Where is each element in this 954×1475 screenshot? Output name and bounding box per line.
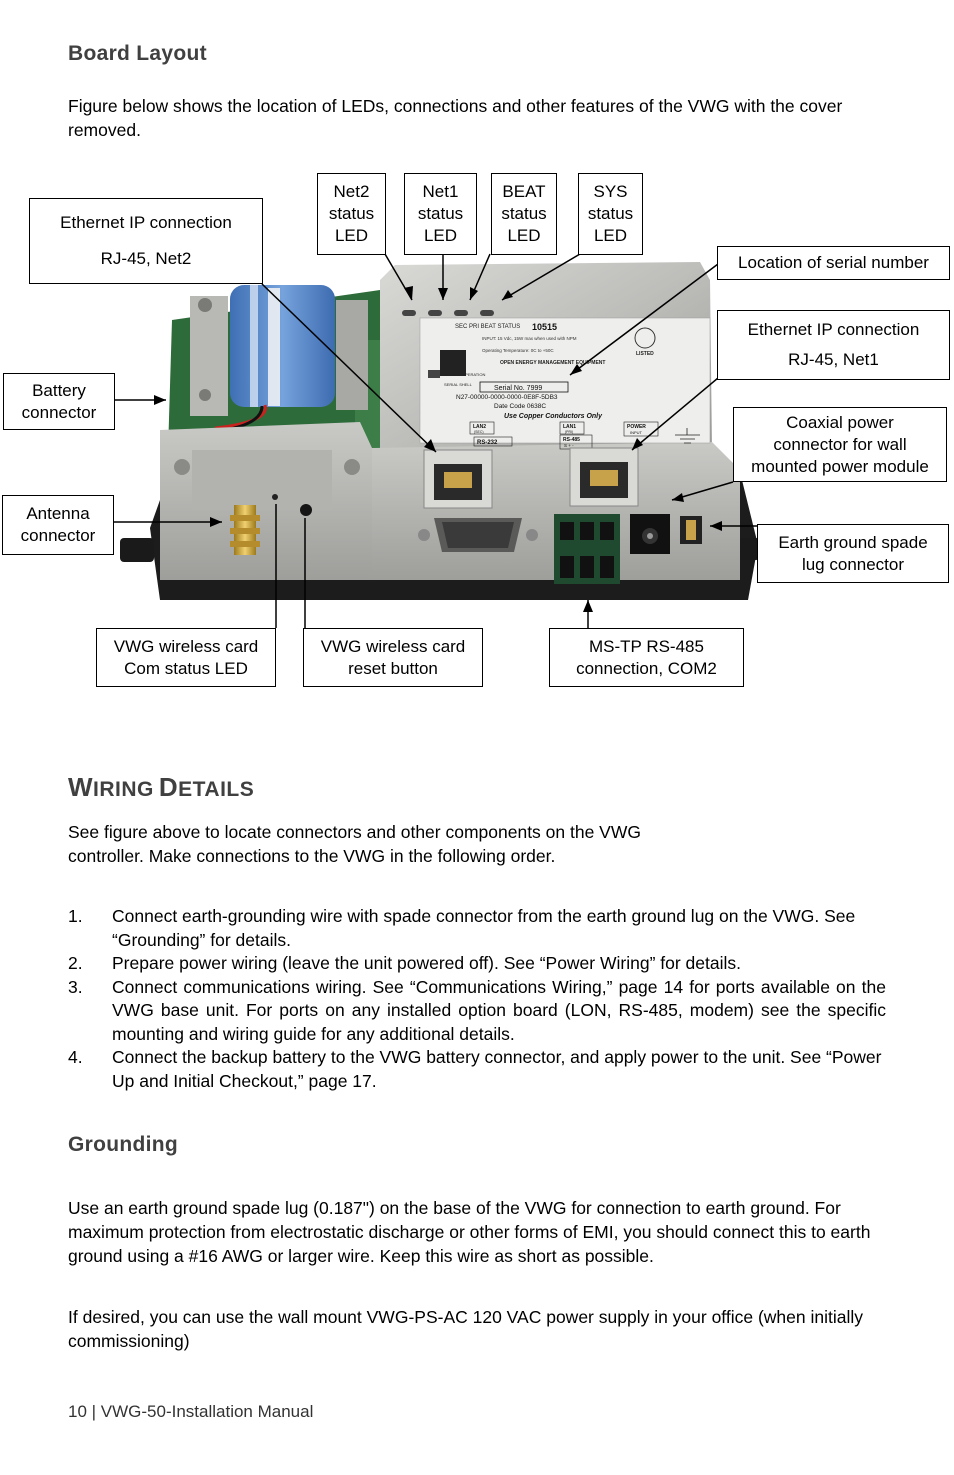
label-mac: N27-00000-0000-0000-0E8F-5DB3 [456,394,558,401]
board-figure [0,160,954,700]
grounding-paragraph-2: If desired, you can use the wall mount VWG-PS-AC 120 VAC power supply in your office (when initially commissioning) [68,1307,863,1351]
callout-ethernet-net2: Ethernet IP connection RJ-45, Net2 [29,198,263,284]
label-rs485-sub: S + - [564,443,574,448]
net2-led [402,310,416,316]
net1-led [428,310,442,316]
label-power-sub: INPUT [630,430,642,435]
label-power: POWER [627,424,646,430]
label-use-copper: Use Copper Conductors Only [504,413,603,420]
sys-led [480,310,494,316]
callout-antenna-connector: Antenna connector [2,495,114,555]
callout-wireless-com-status-led: VWG wireless card Com status LED [96,628,276,687]
label-rs232: RS-232 [477,440,498,446]
callout-serial-number-location: Location of serial number [717,246,950,280]
callout-sys-status-led: SYS status LED [578,173,643,255]
label-input: INPUT: 15 Vdc, 15W max when used with NPM [482,336,577,341]
callout-net1-status-led: Net1 status LED [404,173,477,255]
callout-beat-status-led: BEAT status LED [491,173,557,255]
cover-screw [174,459,190,475]
callout-earth-ground-spade-lug: Earth ground spade lug connector [757,524,949,583]
label-serial-shell: SERIAL SHELL [444,382,472,387]
board-layout-intro: Figure below shows the location of LEDs, connections and other features of the VWG with the cover removed. [68,96,843,140]
label-listed: LISTED [636,351,654,357]
wiring-steps-list [68,905,886,1093]
cover-screw [344,459,360,475]
list-item: 2. Prepare power wiring (leave the unit powered off). See “Power Wiring” for details. [68,953,741,973]
label-serial-no: Serial No. 7999 [494,385,543,392]
com-status-led [272,494,278,500]
board-layout-heading: Board Layout [68,42,207,65]
callout-wireless-reset-button: VWG wireless card reset button [303,628,483,687]
callout-mstp-rs485-com2: MS-TP RS-485 connection, COM2 [549,628,744,687]
callout-coaxial-power-connector: Coaxial power connector for wall mounted power module [733,407,947,482]
callout-battery-connector: Battery connector [3,373,115,430]
callout-net2-status-led: Net2 status LED [317,173,386,255]
label-lan1: LAN1 [563,424,577,430]
label-normal: NORMAL OPERATION [444,372,486,377]
grounding-paragraph-1: Use an earth ground spade lug (0.187") on the base of the VWG for connection to earth ground. For maximum protection from electrostatic discharge or other forms of EMI, you should connect this to earth ground using a #16 AWG or larger wire. Keep this wire as short as possible. [68,1198,871,1266]
list-item: 1. Connect earth-grounding wire with spade connector from the earth ground lug on the VWG. See “Grounding” for details. [68,906,856,950]
list-item: 4. Connect the backup battery to the VWG battery connector, and apply power to the unit. See “Power Up and Initial Checkout,” page 17. [68,1047,882,1091]
label-date: Date Code 0638C [494,403,547,410]
callout-ethernet-net1: Ethernet IP connection RJ-45, Net1 [717,310,950,380]
list-item: 3. Connect communications wiring. See “Communications Wiring,” page 14 for ports available on the VWG base unit. For ports on any installed option board (LON, RS-485, modem) see the specific mounting and wiring guide for any additional details. [68,976,886,1044]
label-lan1-sub: (PRI) [565,430,574,434]
beat-led [454,310,468,316]
label-lan2-sub: (SEC) [474,430,484,434]
label-lan2: LAN2 [473,424,487,430]
label-model: 10515 [532,322,558,332]
label-category: OPEN ENERGY MANAGEMENT EQUIPMENT [500,360,606,366]
label-rs485: RS-485 [563,437,580,443]
label-operating: Operating Temperature: 0C to +50C [482,348,554,353]
label-led-names: SEC PRI BEAT STATUS [455,324,521,330]
wiring-details-heading: WIRING DETAILS [68,772,255,802]
grounding-heading: Grounding [68,1133,179,1156]
reset-button [300,504,312,516]
page-footer: 10 | VWG-50-Installation Manual [68,1402,314,1421]
mounting-tab-left [120,538,154,562]
wiring-details-intro: See figure above to locate connectors and other components on the VWG controller. Make connections to the VWG in the following order. [68,822,641,866]
